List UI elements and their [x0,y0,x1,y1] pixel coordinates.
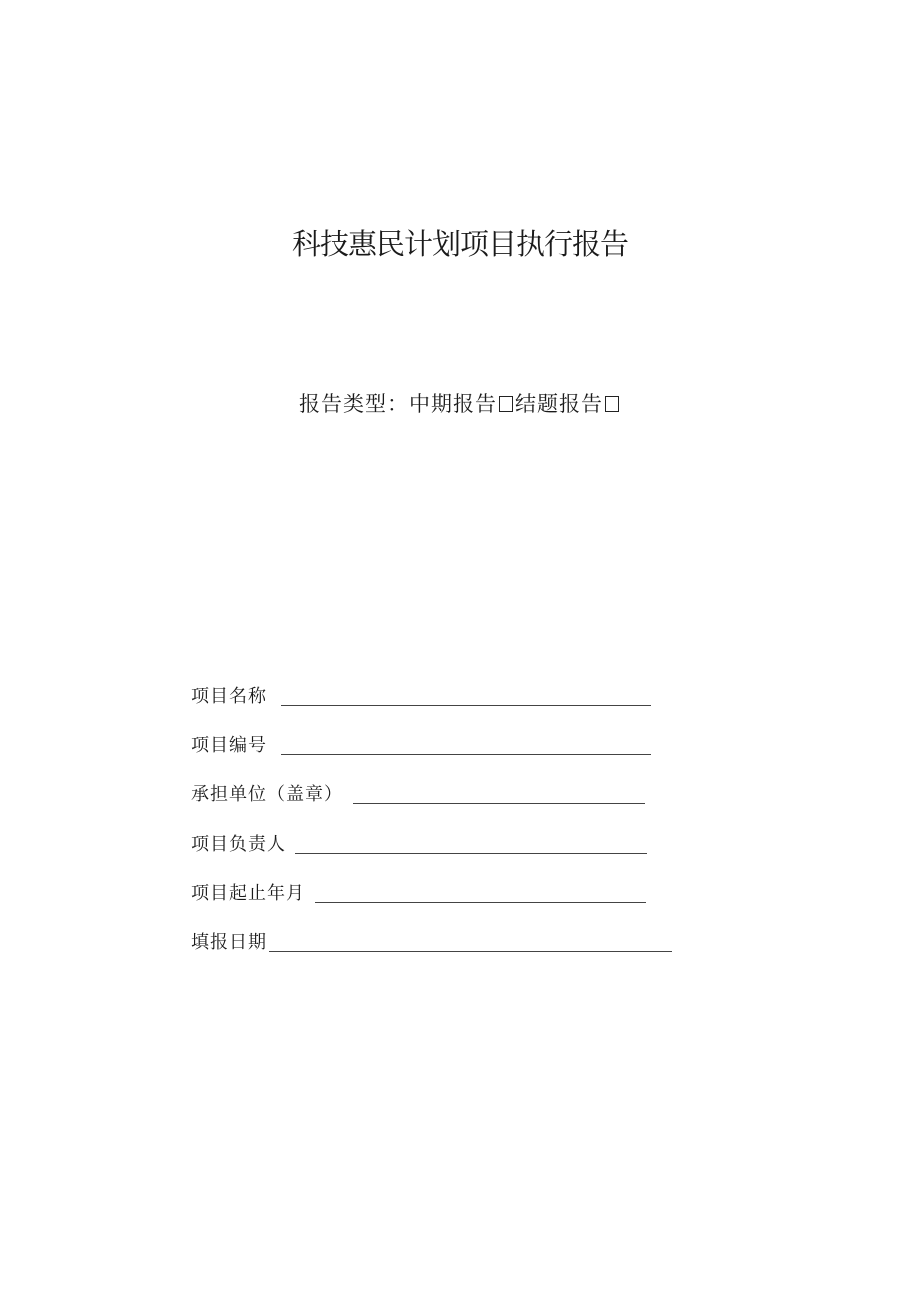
field-label: 项目编号 [191,735,267,756]
report-type-label: 报告类型： [299,392,409,416]
project-number-input-line[interactable] [281,753,651,755]
field-report-date [191,928,672,954]
undertaking-unit-input-line[interactable] [353,802,645,804]
field-project-leader [191,830,647,856]
project-leader-input-line[interactable] [295,852,647,854]
field-label: 项目起止年月 [191,883,305,904]
final-checkbox[interactable] [605,396,619,412]
option-midterm[interactable] [409,392,515,416]
midterm-checkbox[interactable] [499,396,513,412]
report-date-input-line[interactable] [269,950,672,952]
field-label: 项目名称 [191,686,267,707]
option-final[interactable] [515,392,621,416]
field-label: 项目负责人 [191,834,286,855]
field-undertaking-unit [191,780,645,806]
field-project-period [191,879,646,905]
field-project-name [191,682,651,708]
option-midterm-label: 中期报告 [409,392,497,416]
project-name-input-line[interactable] [281,704,651,706]
field-project-number [191,731,651,757]
document-title: 科技惠民计划项目执行报告 [291,227,628,261]
field-label: 填报日期 [191,932,267,953]
report-type-row [0,388,920,418]
option-final-label: 结题报告 [515,392,603,416]
project-period-input-line[interactable] [315,901,646,903]
field-label: 承担单位（盖章） [191,784,343,805]
